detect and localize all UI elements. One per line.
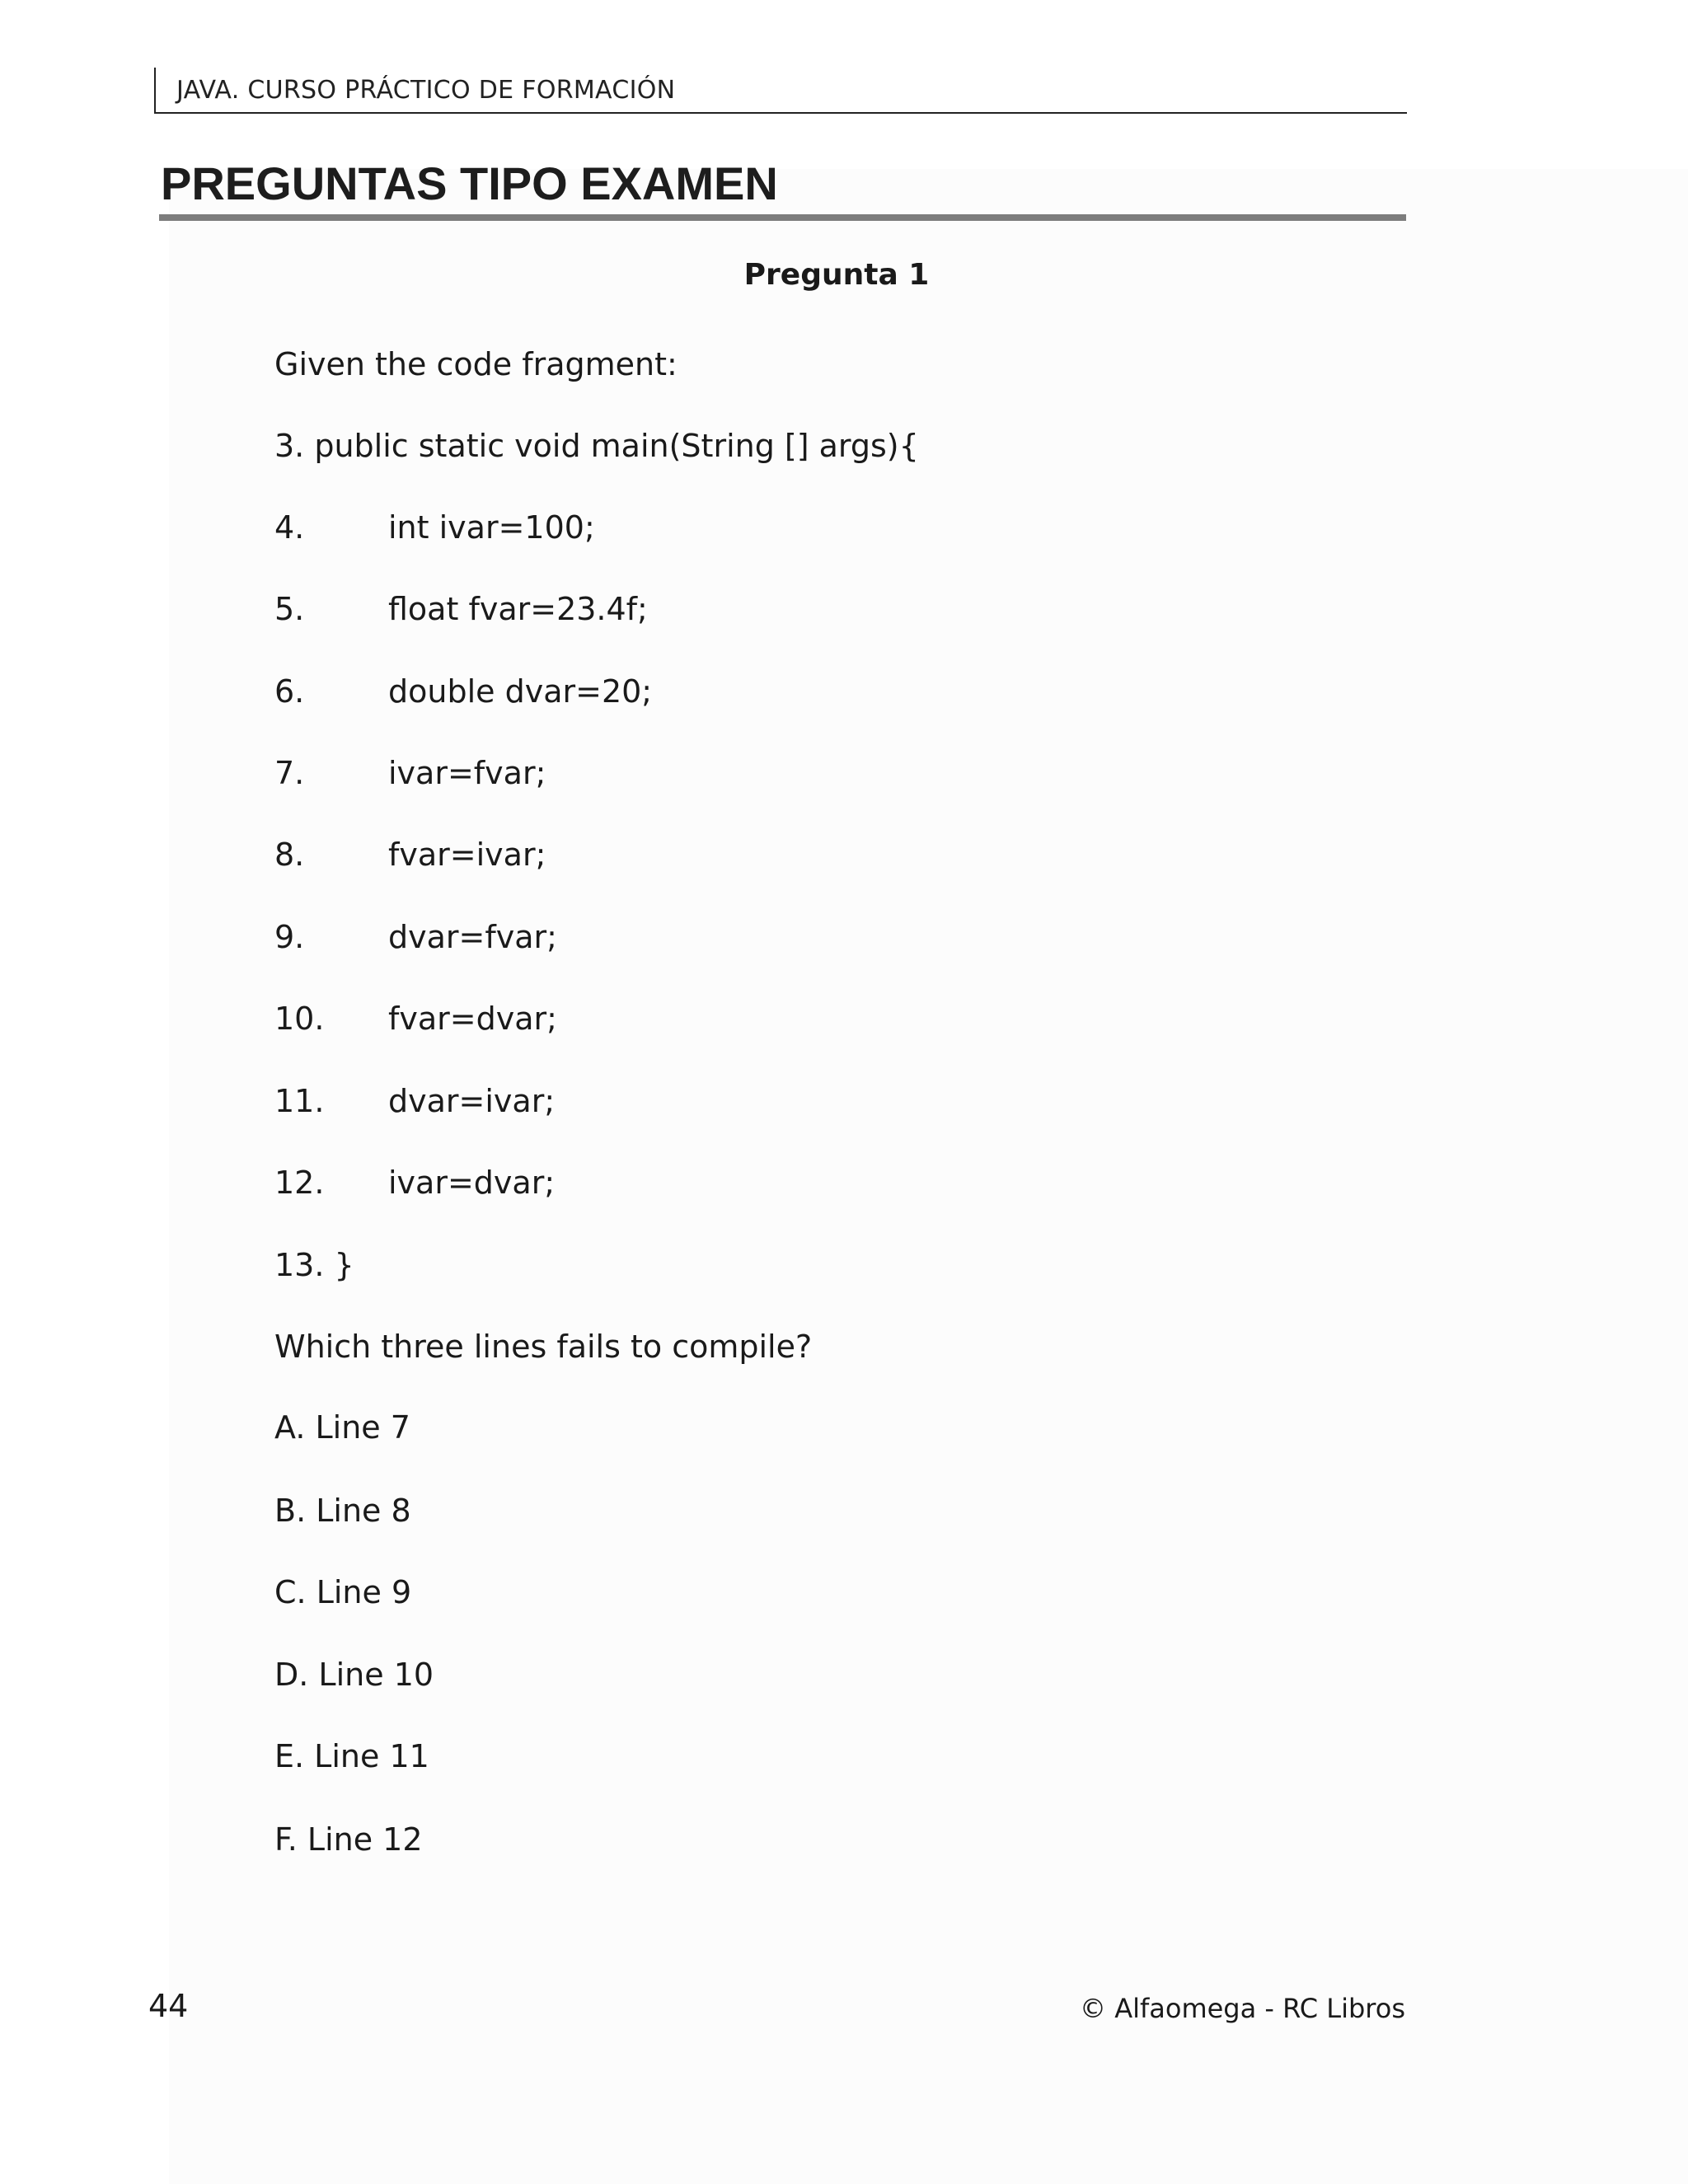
code-line-text: ivar=fvar; bbox=[388, 755, 546, 791]
code-line-number: 7. bbox=[274, 755, 305, 791]
answer-option-a: A. Line 7 bbox=[274, 1409, 410, 1446]
footer-credit: © Alfaomega - RC Libros bbox=[1080, 1993, 1405, 2024]
code-line-number: 12. bbox=[274, 1165, 325, 1201]
code-line-text: int ivar=100; bbox=[388, 509, 595, 546]
code-line-number: 8. bbox=[274, 837, 305, 873]
code-line-3: 3. public static void main(String [] args){ bbox=[274, 428, 919, 464]
question-title: Pregunta 1 bbox=[743, 258, 930, 292]
code-line-number: 5. bbox=[274, 591, 305, 627]
answer-option-b: B. Line 8 bbox=[274, 1493, 411, 1529]
answer-option-d: D. Line 10 bbox=[274, 1657, 434, 1693]
running-header-title: JAVA. CURSO PRÁCTICO DE FORMACIÓN bbox=[176, 76, 676, 105]
code-line-number: 4. bbox=[274, 509, 305, 546]
code-line-text: dvar=ivar; bbox=[388, 1083, 556, 1119]
answer-option-e: E. Line 11 bbox=[274, 1738, 429, 1774]
code-line-text: ivar=dvar; bbox=[388, 1165, 556, 1201]
page-number: 44 bbox=[148, 1988, 189, 2024]
question-prompt: Which three lines fails to compile? bbox=[274, 1329, 813, 1365]
code-line-text: double dvar=20; bbox=[388, 673, 653, 710]
code-line-number: 10. bbox=[274, 1001, 325, 1037]
code-line-number: 6. bbox=[274, 673, 305, 710]
code-line-text: fvar=ivar; bbox=[388, 837, 546, 873]
code-line-13: 13. } bbox=[274, 1247, 354, 1283]
answer-option-f: F. Line 12 bbox=[274, 1821, 423, 1858]
answer-option-c: C. Line 9 bbox=[274, 1574, 412, 1610]
question-intro: Given the code fragment: bbox=[274, 346, 678, 382]
section-divider bbox=[159, 214, 1406, 221]
code-line-text: dvar=fvar; bbox=[388, 919, 557, 955]
code-line-number: 11. bbox=[274, 1083, 325, 1119]
running-header bbox=[154, 68, 1407, 114]
code-line-number: 9. bbox=[274, 919, 305, 955]
code-line-text: fvar=dvar; bbox=[388, 1001, 557, 1037]
code-line-text: float fvar=23.4f; bbox=[388, 591, 648, 627]
section-title: PREGUNTAS TIPO EXAMEN bbox=[161, 157, 778, 209]
